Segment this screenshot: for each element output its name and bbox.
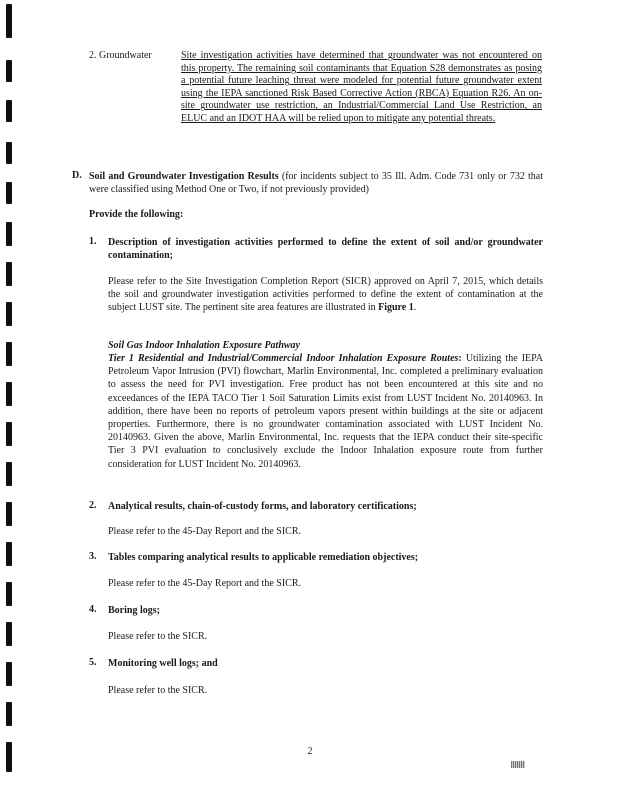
item-2-number: 2. — [89, 500, 97, 511]
item-1-title: Description of investigation activities performed to define the extent of soil and/or groundwater contamination; — [108, 237, 543, 262]
pvi-routes-label: Tier 1 Residential and Industrial/Commercial Indoor Inhalation Exposure Routes — [108, 353, 459, 364]
section-d-letter: D. — [72, 170, 82, 181]
page-number: 2 — [307, 746, 313, 757]
pvi-paragraph — [108, 352, 543, 471]
pvi-text: Utilizing the IEPA Petroleum Vapor Intrusion (PVI) flowchart, Marlin Environmental, Inc. completed a preliminary evaluation to assess the need for PVI investigation. Free product has not been encountered at this site and no exceedances of the IEPA TACO Tier 1 Soil Saturation Limits exist from LUST Incident No. 20140963. In addition, there have been no reports of petroleum vapors present within buildings at the site or adjacent properties. Furthermore, there is no groundwater contamination associated with LUST Incident No. 20140963. Given the above, Marlin Environmental, Inc. requests that the IEPA conduct their site-specific Tier 3 PVI evaluation to conclusively exclude the Indoor Inhalation exposure route from further consideration for LUST Incident No. 20140963. — [108, 353, 543, 470]
scan-mark — [6, 182, 12, 204]
item-2-body: Please refer to the 45-Day Report and the SICR. — [108, 526, 302, 537]
scan-mark — [6, 4, 12, 38]
item-4-number: 4. — [89, 604, 97, 615]
pvi-routes-colon: : — [458, 353, 462, 364]
section-d-heading — [89, 170, 543, 196]
item-5-number: 5. — [89, 657, 97, 668]
scan-mark — [6, 60, 12, 82]
item-5-title: Monitoring well logs; and — [108, 658, 218, 669]
scan-mark — [6, 100, 12, 122]
item-1-body-text: Please refer to the Site Investigation Completion Report (SICR) approved on April 7, 2015, which details the soil and groundwater investigation activities performed to define the extent of contamination at the subject LUST site. The pertinent site area features are illustrated in — [108, 276, 543, 314]
scan-mark — [6, 422, 12, 446]
scan-mark — [6, 662, 12, 686]
scan-mark — [6, 462, 12, 486]
item-1-body-end: . — [413, 302, 417, 314]
scan-mark — [6, 382, 12, 406]
item-3-number: 3. — [89, 551, 97, 562]
item-5-body: Please refer to the SICR. — [108, 685, 208, 696]
item-1-number: 1. — [89, 236, 97, 247]
scan-stamp — [511, 761, 525, 768]
item-1-body — [108, 275, 543, 315]
scan-mark — [6, 342, 12, 366]
groundwater-label: 2. Groundwater — [89, 50, 152, 61]
scan-mark — [6, 302, 12, 326]
scan-mark — [6, 622, 12, 646]
scan-mark — [6, 702, 12, 726]
section-d-title: Soil and Groundwater Investigation Results — [89, 171, 279, 182]
groundwater-text: Site investigation activities have determined that groundwater was not encountered on this property. The remaining soil contaminants that Equation S28 demonstrates as posing a potential future leaching threat were modeled for potential future groundwater extent using the IEPA sanctioned Risk Based Corrective Action (RBCA) Equation R26. An on-site groundwater use restriction, an Industrial/Commercial Land Use Restriction, an ELUC and an IDOT HAA will be relied upon to mitigate any potential threats. — [181, 50, 542, 124]
item-2-title: Analytical results, chain-of-custody forms, and laboratory certifications; — [108, 501, 417, 512]
scan-mark — [6, 742, 12, 772]
scan-mark — [6, 262, 12, 286]
scan-mark — [6, 542, 12, 566]
scan-mark — [6, 222, 12, 246]
item-3-title: Tables comparing analytical results to applicable remediation objectives; — [108, 552, 419, 563]
section-d-note: (for incidents subject to 35 Ill. Adm. Code 731 only or 732 that were classified using Method One or Two, if not previously provided) — [89, 171, 544, 195]
provide-heading: Provide the following: — [89, 209, 184, 220]
item-3-body: Please refer to the 45-Day Report and the SICR. — [108, 578, 302, 589]
item-4-body: Please refer to the SICR. — [108, 631, 208, 642]
scan-mark — [6, 142, 12, 164]
pvi-heading: Soil Gas Indoor Inhalation Exposure Pathway — [108, 340, 300, 351]
figure-reference: Figure 1 — [378, 302, 414, 314]
scan-mark — [6, 582, 12, 606]
item-4-title: Boring logs; — [108, 605, 160, 616]
scan-mark — [6, 502, 12, 526]
